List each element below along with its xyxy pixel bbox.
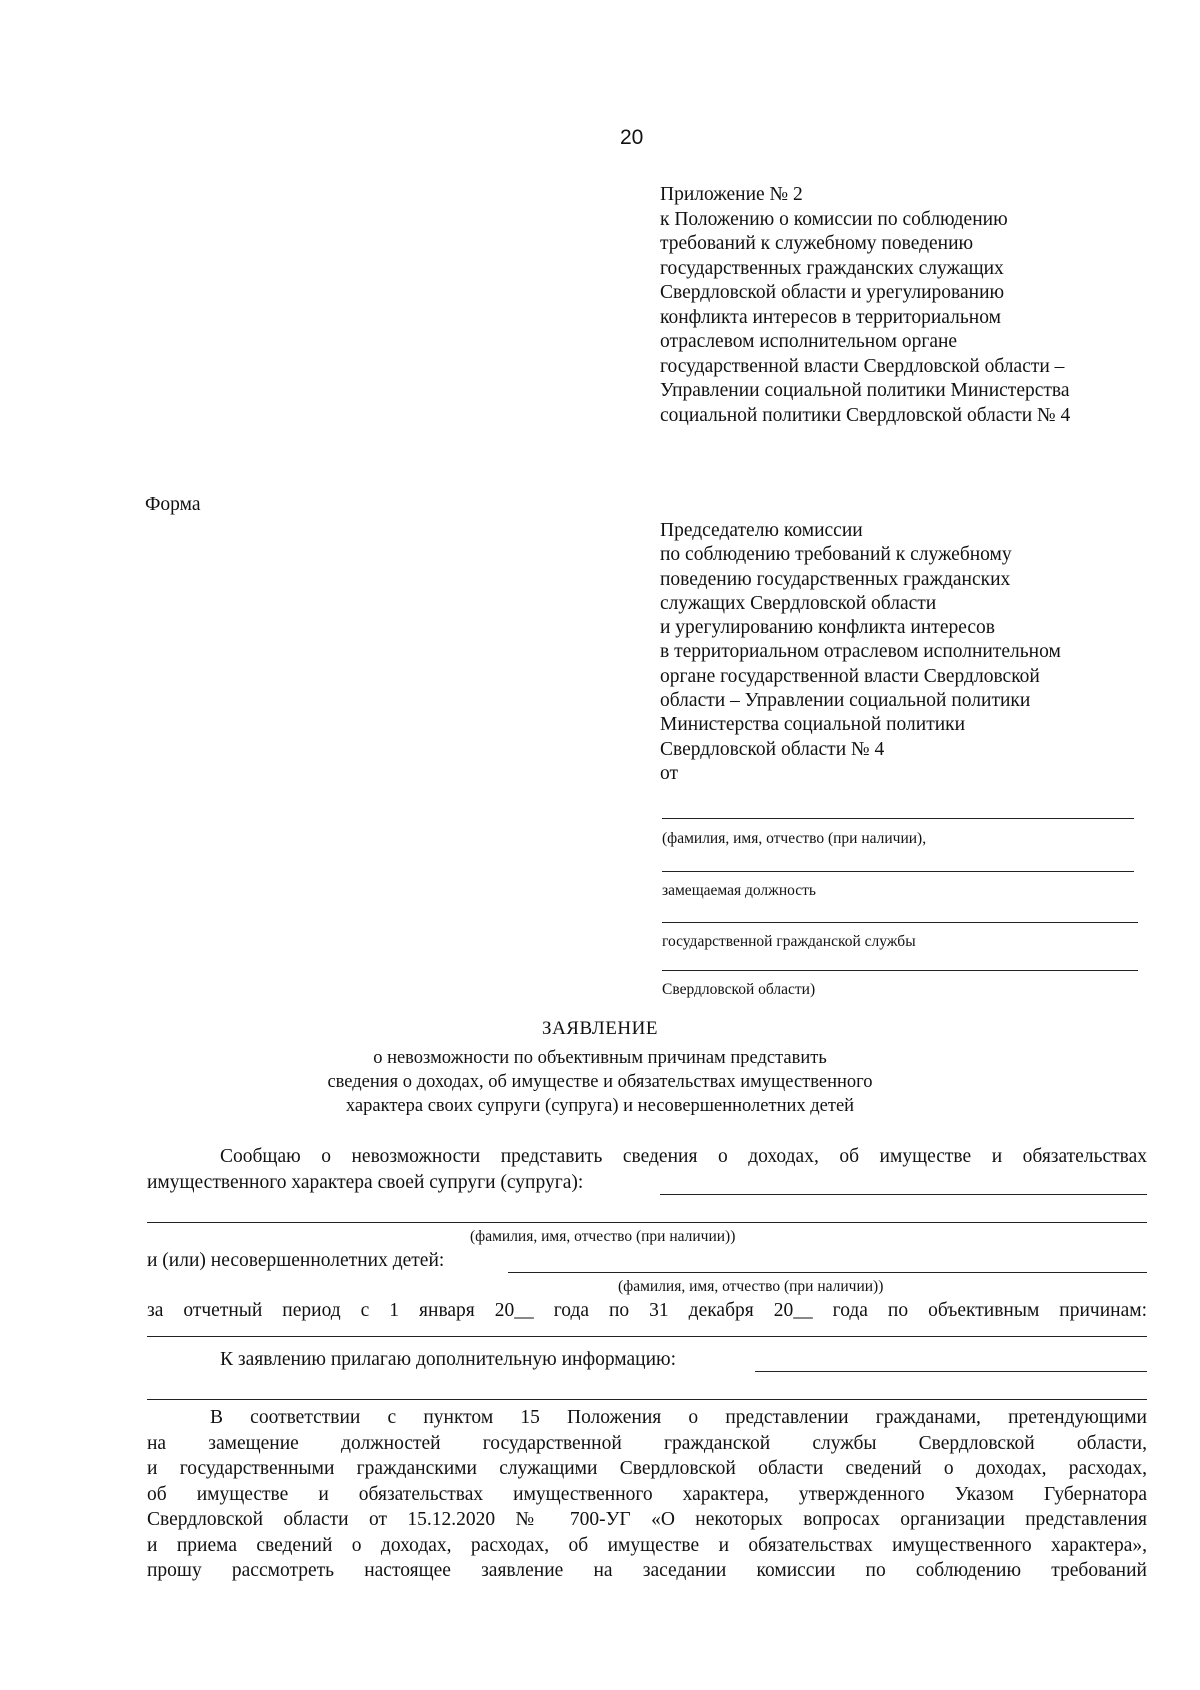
addressee-line: поведению государственных гражданских: [660, 568, 1011, 590]
appendix-line: отраслевом исполнительном органе: [660, 331, 958, 352]
sender-region-caption: Свердловской области): [662, 981, 816, 998]
appendix-line: Управлении социальной политики Министерства: [660, 380, 1070, 401]
paragraph-line: Свердловской области от 15.12.2020 № 700-УГ «О некоторых вопросах организации представления: [147, 1509, 1147, 1530]
addressee-line: от: [660, 762, 679, 784]
sender-name-caption: (фамилия, имя, отчество (при наличии),: [662, 830, 927, 847]
children-fio-caption: (фамилия, имя, отчество (при наличии)): [618, 1278, 884, 1295]
reasons-fill-line[interactable]: [147, 1336, 1147, 1337]
form-label: Форма: [145, 494, 201, 515]
addressee-line: области – Управлении социальной политики: [660, 690, 1031, 712]
spouse-fio-caption: (фамилия, имя, отчество (при наличии)): [470, 1228, 736, 1245]
appendix-header: [660, 183, 1070, 428]
paragraph-line: на замещение должностей государственной гражданской службы Свердловской области,: [147, 1432, 1147, 1454]
paragraph-line: и приема сведений о доходах, расходах, об имуществе и обязательствах имущественного характера»,: [147, 1534, 1147, 1556]
addressee-line: служащих Свердловской области: [660, 592, 937, 614]
body-line-children: и (или) несовершеннолетних детей:: [147, 1250, 445, 1271]
addressee-line: и урегулированию конфликта интересов: [660, 617, 995, 639]
sender-position-caption: замещаемая должность: [662, 882, 817, 899]
children-fill-line[interactable]: [508, 1272, 1147, 1273]
appendix-line: социальной политики Свердловской области № 4: [660, 404, 1071, 426]
appendix-line: конфликта интересов в территориальном: [660, 306, 1001, 328]
subtitle-line: характера своих супруги (супруга) и несовершеннолетних детей: [345, 1096, 855, 1116]
addressee-line: по соблюдению требований к служебному: [660, 544, 1012, 566]
body-line-period: за отчетный период с 1 января 20__ года по 31 декабря 20__ года по объективным причинам:: [147, 1300, 1147, 1321]
paragraph-line: прошу рассмотреть настоящее заявление на заседании комиссии по соблюдению требований: [147, 1560, 1147, 1581]
paragraph-line: об имуществе и обязательствах имущественного характера, утвержденного Указом Губернатора: [147, 1483, 1147, 1505]
addressee-line: в территориальном отраслевом исполнительном: [660, 641, 1061, 663]
statement-subtitle: [0, 1046, 1200, 1118]
sender-name-line[interactable]: [662, 818, 1134, 819]
addressee-line: Свердловской области № 4: [660, 738, 885, 760]
addressee-line: органе государственной власти Свердловской: [660, 665, 1040, 687]
addressee-line: Председателю комиссии: [660, 520, 863, 541]
body-line-attach: К заявлению прилагаю дополнительную информацию:: [220, 1349, 677, 1370]
appendix-line: Свердловской области и урегулированию: [660, 282, 1005, 303]
statement-title: ЗАЯВЛЕНИЕ: [542, 1018, 658, 1039]
sender-position-line[interactable]: [662, 871, 1134, 872]
appendix-line: государственных гражданских служащих: [660, 257, 1004, 279]
body-line-report: Сообщаю о невозможности представить сведения о доходах, об имуществе и обязательствах: [220, 1146, 1147, 1167]
consent-paragraph: [147, 1405, 1147, 1584]
subtitle-line: сведения о доходах, об имуществе и обязательствах имущественного: [327, 1072, 873, 1092]
attach-fill-line-2[interactable]: [147, 1399, 1147, 1400]
appendix-line: государственной власти Свердловской области –: [660, 355, 1065, 377]
appendix-line: к Положению о комиссии по соблюдению: [660, 208, 1008, 230]
paragraph-line: В соответствии с пунктом 15 Положения о представлении гражданами, претендующими: [210, 1407, 1147, 1428]
addressee-line: Министерства социальной политики: [660, 714, 966, 736]
subtitle-line: о невозможности по объективным причинам представить: [373, 1048, 827, 1068]
paragraph-line: и государственными гражданскими служащими Свердловской области сведений о доходах, расходах,: [147, 1458, 1147, 1479]
spouse-fill-line-2[interactable]: [147, 1222, 1147, 1223]
spouse-fill-line[interactable]: [660, 1194, 1147, 1195]
sender-region-line[interactable]: [662, 970, 1138, 971]
addressee-block: [660, 519, 1061, 786]
appendix-line: требований к служебному поведению: [660, 233, 974, 254]
appendix-line: Приложение № 2: [660, 184, 803, 205]
sender-service-line[interactable]: [662, 922, 1138, 923]
body-line-spouse: имущественного характера своей супруги (супруга):: [147, 1172, 584, 1193]
attach-fill-line[interactable]: [755, 1371, 1147, 1372]
page-number: 20: [620, 126, 644, 149]
sender-service-caption: государственной гражданской службы: [662, 933, 916, 950]
